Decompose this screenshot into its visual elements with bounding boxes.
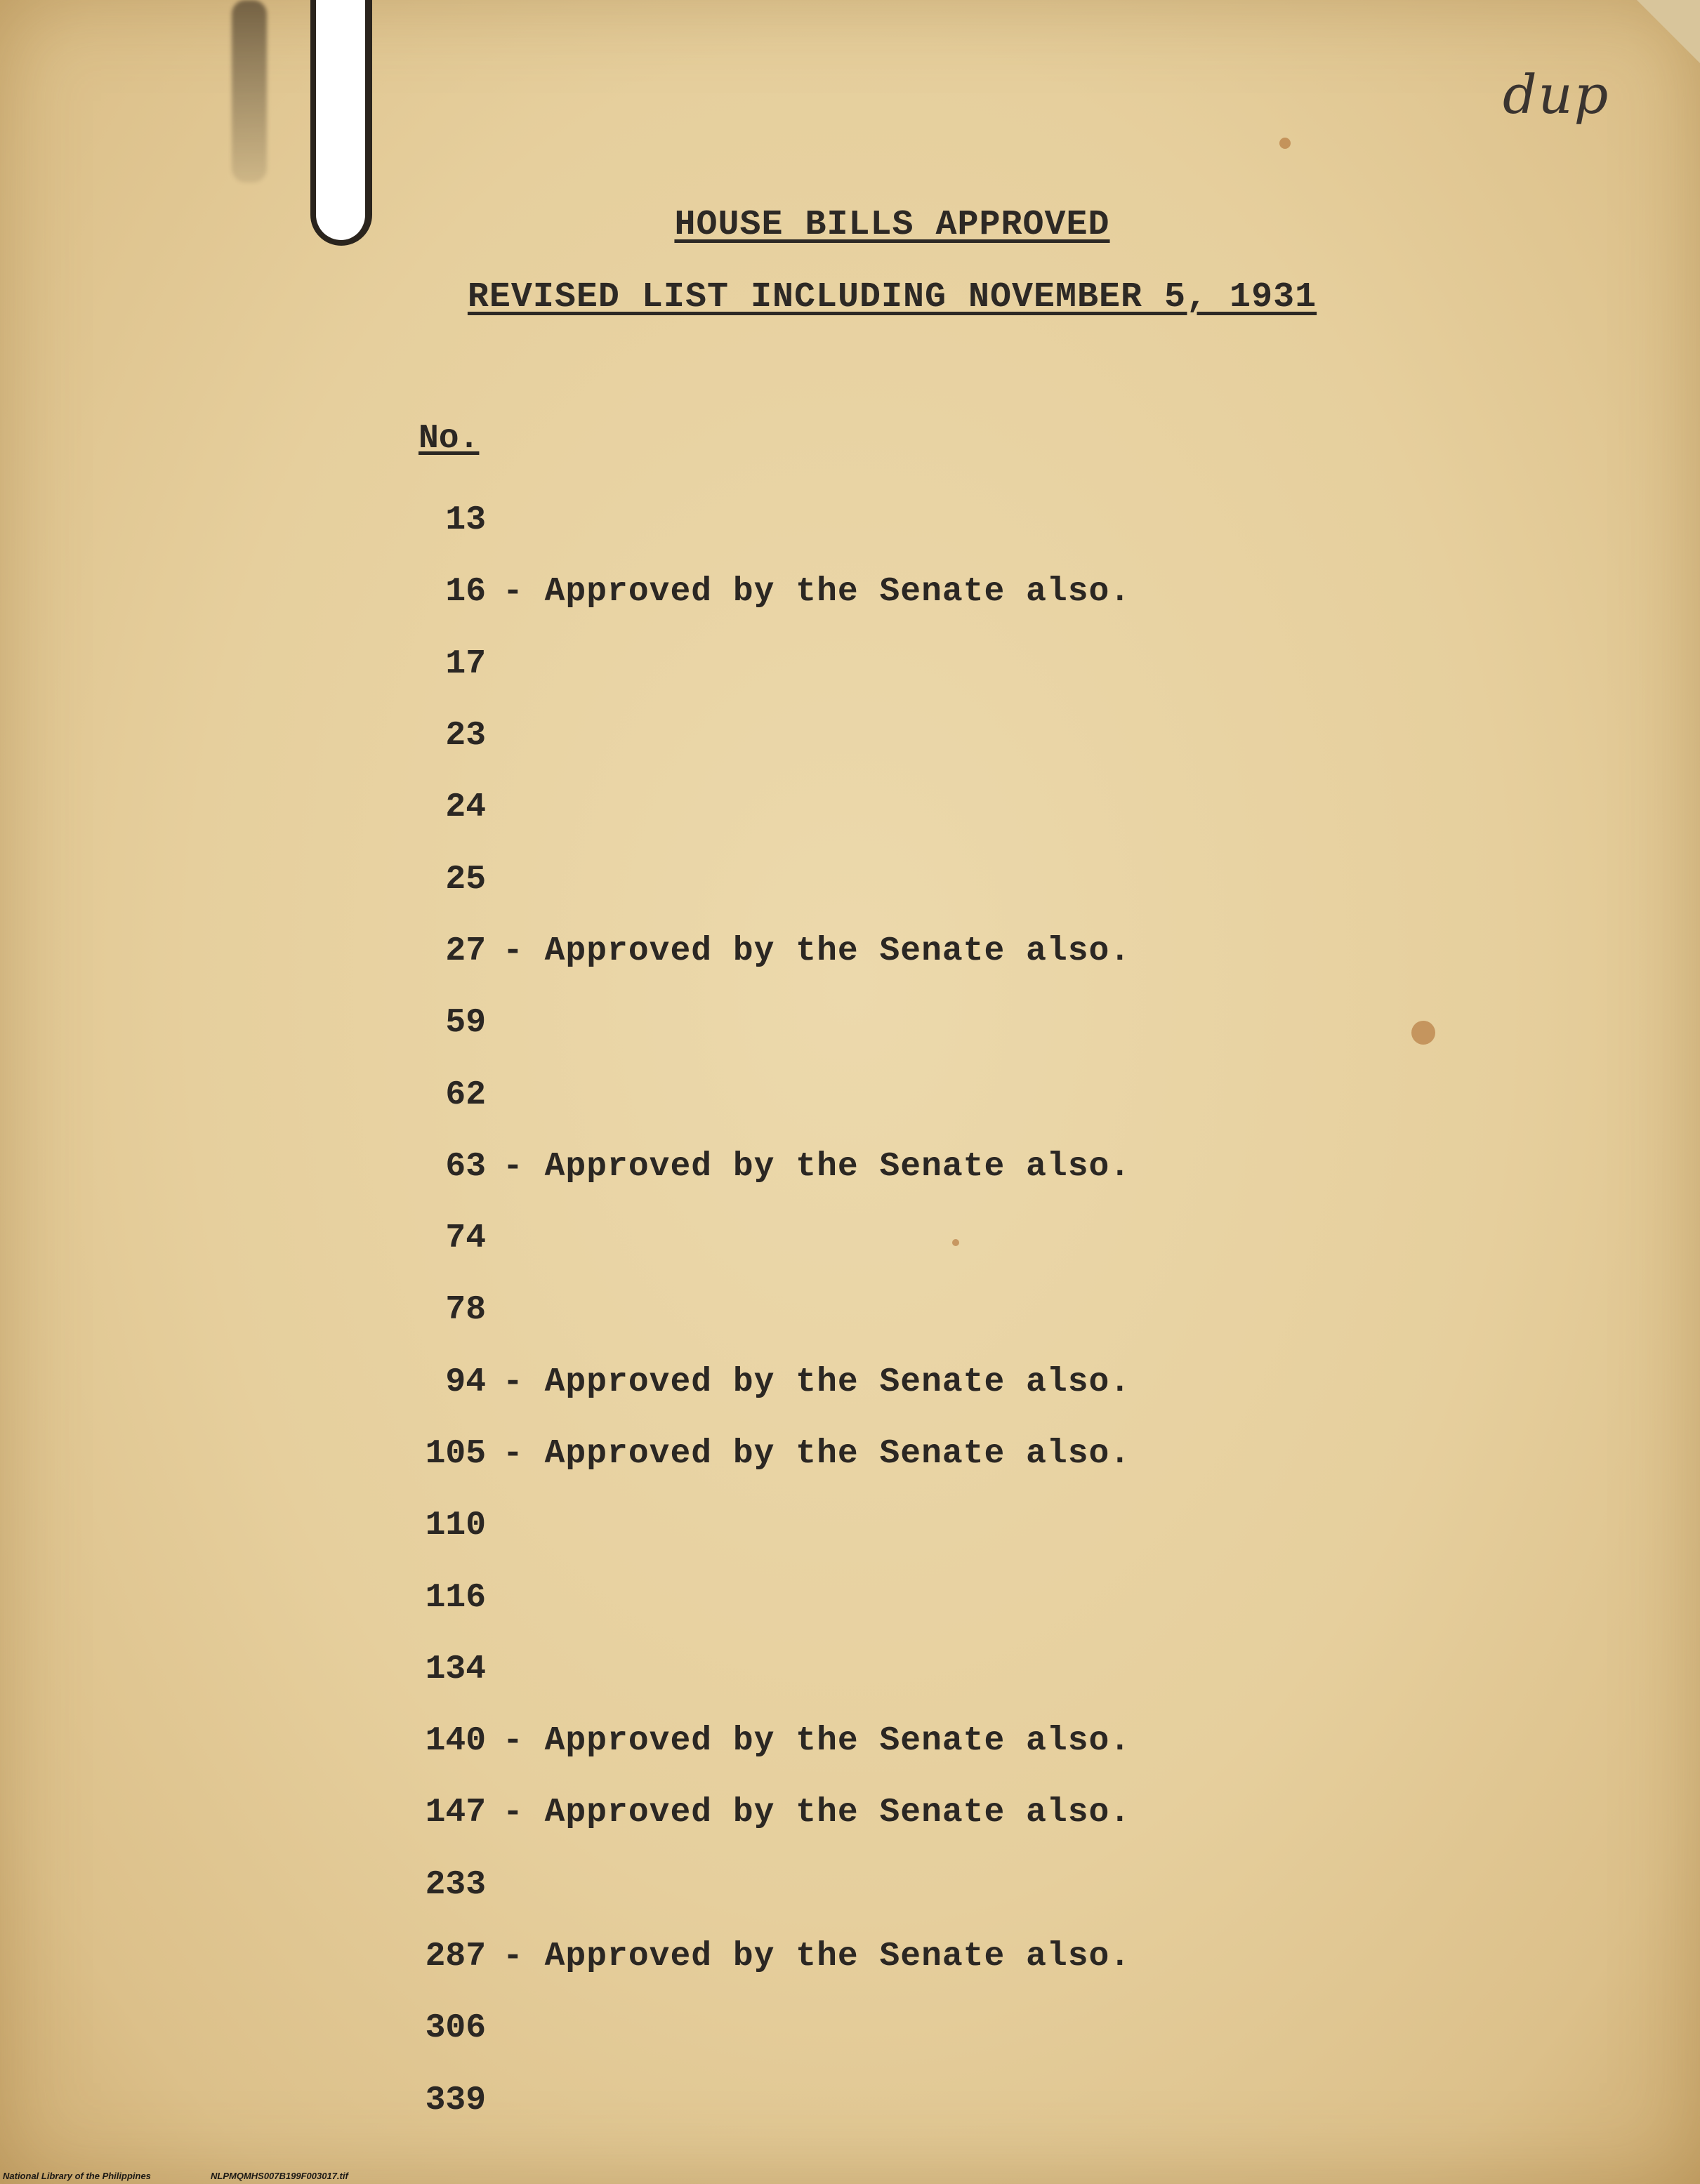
list-item bbox=[407, 1921, 1131, 1992]
list-item bbox=[407, 1346, 1131, 1418]
footer-file-name: NLPMQMHS007B199F003017.tif bbox=[211, 2171, 348, 2181]
bill-note: - Approved by the Senate also. bbox=[503, 1435, 1131, 1473]
list-item bbox=[407, 556, 1131, 628]
bill-number: 13 bbox=[445, 501, 486, 540]
bill-number: 233 bbox=[425, 1865, 486, 1904]
list-item bbox=[407, 1490, 1131, 1561]
list-item bbox=[407, 772, 1131, 843]
bill-number: 74 bbox=[445, 1219, 486, 1258]
bill-number: 94 bbox=[445, 1363, 486, 1401]
bill-number-column-header: No. bbox=[419, 420, 480, 458]
bill-number: 25 bbox=[445, 860, 486, 899]
bill-number: 78 bbox=[445, 1291, 486, 1330]
list-item bbox=[407, 1203, 1131, 1274]
bill-note: - Approved by the Senate also. bbox=[503, 1938, 1131, 1975]
bill-number: 306 bbox=[425, 2009, 486, 2048]
stain-spot bbox=[1411, 1021, 1435, 1045]
list-item bbox=[407, 484, 1131, 556]
bill-number: 339 bbox=[425, 2081, 486, 2119]
list-item bbox=[407, 1992, 1131, 2064]
list-item bbox=[407, 843, 1131, 915]
list-item bbox=[407, 1274, 1131, 1346]
list-item bbox=[407, 700, 1131, 772]
bill-note: - Approved by the Senate also. bbox=[503, 932, 1131, 970]
list-item bbox=[407, 628, 1131, 700]
bill-note: - Approved by the Senate also. bbox=[503, 1722, 1131, 1760]
handwritten-annotation: dup bbox=[1503, 63, 1610, 126]
bill-number: 16 bbox=[445, 573, 486, 611]
document-title: HOUSE BILLS APPROVED bbox=[674, 205, 1110, 245]
bill-number: 134 bbox=[425, 1650, 486, 1688]
folded-corner bbox=[1637, 0, 1700, 63]
list-item bbox=[407, 2065, 1131, 2136]
binder-scuff-mark bbox=[232, 0, 267, 183]
list-item bbox=[407, 1705, 1131, 1777]
bill-number: 27 bbox=[445, 932, 486, 970]
bill-list bbox=[407, 484, 1131, 2136]
bill-number: 287 bbox=[425, 1938, 486, 1976]
footer-credit: National Library of the Philippines bbox=[3, 2171, 151, 2181]
stain-spot bbox=[1279, 138, 1291, 149]
bill-note: - Approved by the Senate also. bbox=[503, 1363, 1131, 1401]
bill-note: - Approved by the Senate also. bbox=[503, 1148, 1131, 1186]
document-subtitle: REVISED LIST INCLUDING NOVEMBER 5, 1931 bbox=[467, 277, 1317, 317]
list-item bbox=[407, 915, 1131, 987]
list-item bbox=[407, 1418, 1131, 1490]
bill-number: 23 bbox=[445, 717, 486, 755]
list-item bbox=[407, 1059, 1131, 1130]
bill-number: 147 bbox=[425, 1794, 486, 1832]
bill-number: 59 bbox=[445, 1004, 486, 1043]
list-item bbox=[407, 1634, 1131, 1705]
bill-note: - Approved by the Senate also. bbox=[503, 573, 1131, 611]
bill-number: 17 bbox=[445, 644, 486, 683]
bill-number: 63 bbox=[445, 1147, 486, 1186]
list-item bbox=[407, 1777, 1131, 1848]
list-item bbox=[407, 1131, 1131, 1203]
bill-number: 110 bbox=[425, 1507, 486, 1545]
list-item bbox=[407, 987, 1131, 1059]
bill-number: 24 bbox=[445, 788, 486, 827]
list-item bbox=[407, 1561, 1131, 1633]
bill-number: 62 bbox=[445, 1076, 486, 1114]
bill-number: 140 bbox=[425, 1722, 486, 1761]
bill-note: - Approved by the Senate also. bbox=[503, 1794, 1131, 1832]
bill-number: 116 bbox=[425, 1578, 486, 1617]
bill-number: 105 bbox=[425, 1435, 486, 1473]
list-item bbox=[407, 1849, 1131, 1921]
